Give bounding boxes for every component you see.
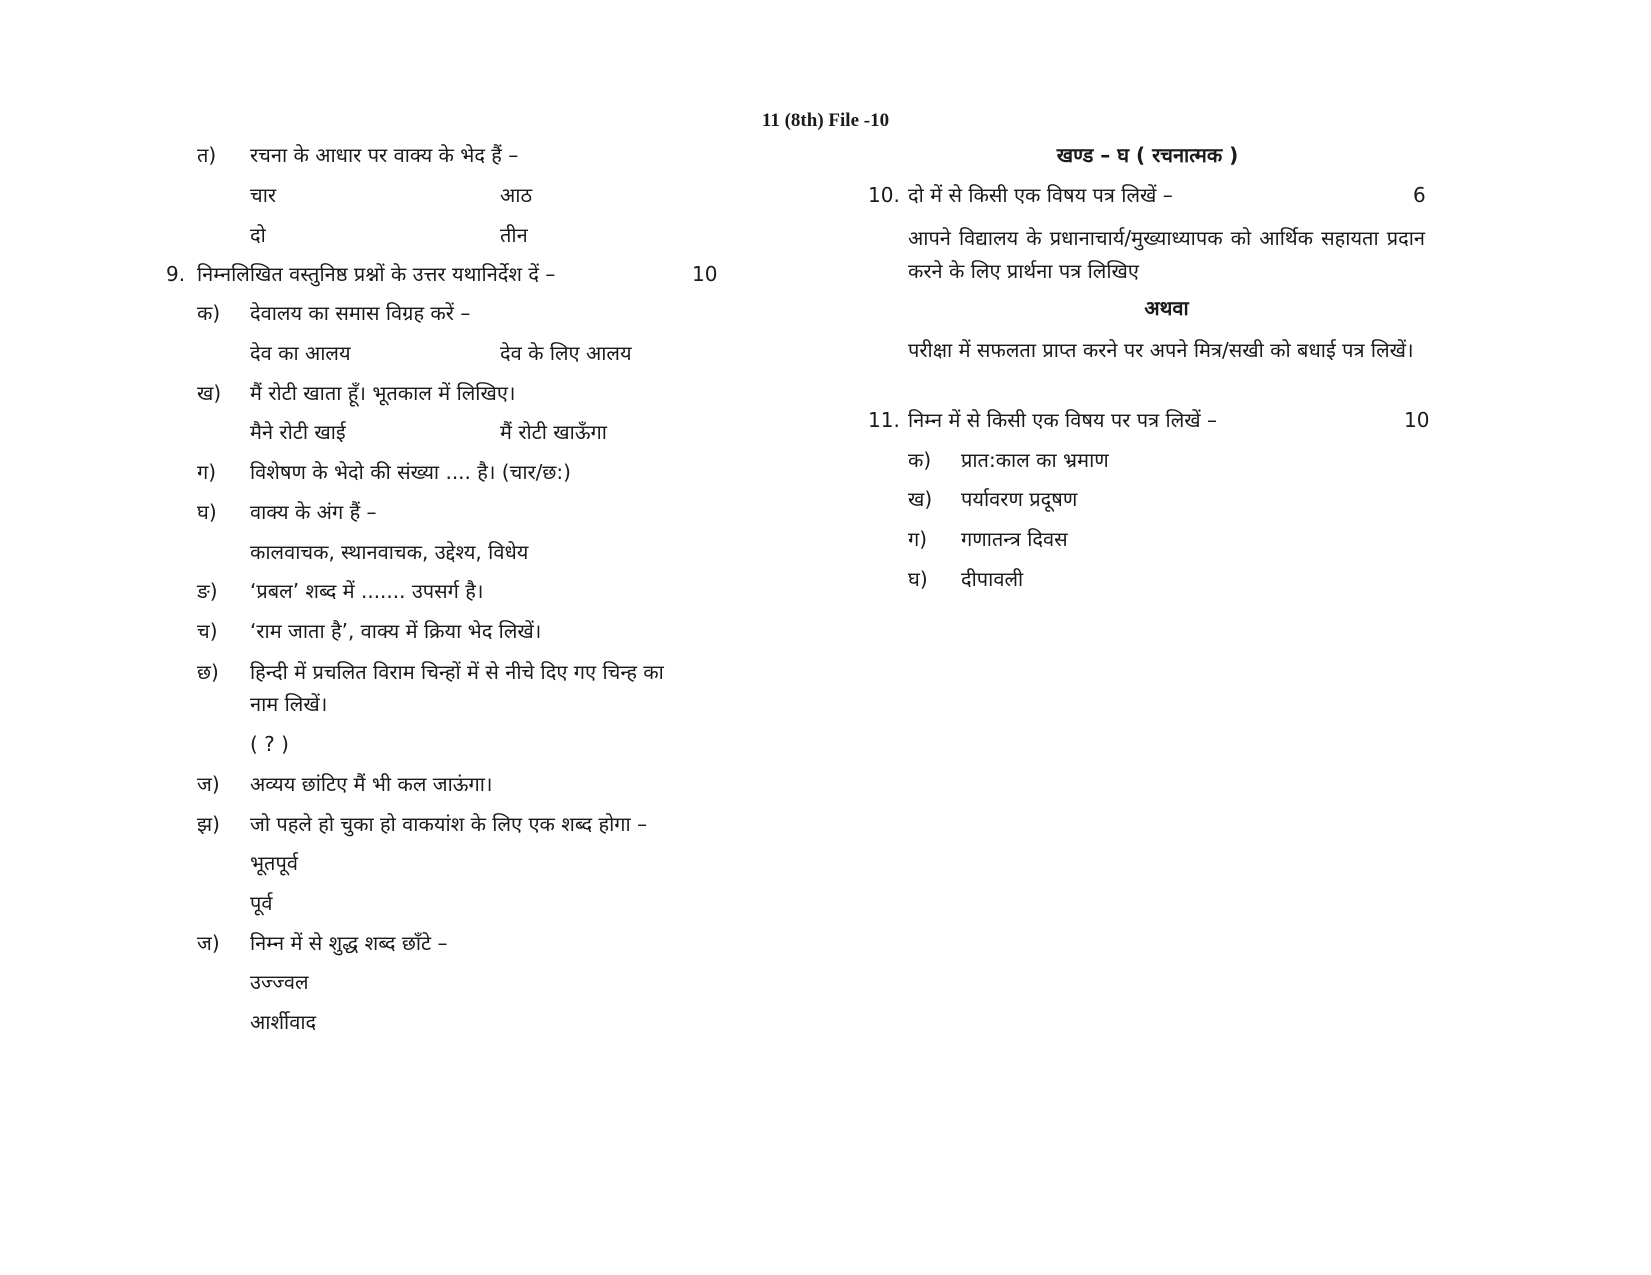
q9-item-marker: ज): [197, 931, 220, 955]
q9-item-marker: झ): [197, 812, 220, 836]
q9-item-marker: ङ): [197, 579, 218, 603]
q9-item-text: ‘प्रबल’ शब्द में ....... उपसर्ग है।: [250, 579, 484, 603]
q9-item-option: पूर्व: [250, 891, 273, 915]
q9-item-text: ‘राम जाता है’, वाक्य में क्रिया भेद लिखें।: [250, 619, 542, 643]
question-9-text: निम्नलिखित वस्तुनिष्ठ प्रश्नों के उत्तर यथानिर्देश दें –: [197, 262, 556, 286]
q9-item-text: देवालय का समास विग्रह करें –: [250, 301, 471, 325]
q9-item-text: मैं रोटी खाता हूँ। भूतकाल में लिखिए।: [250, 381, 516, 405]
q11-item-text: पर्यावरण प्रदूषण: [961, 487, 1078, 511]
question-9-marks: 10: [692, 262, 718, 286]
section-title: खण्ड – घ ( रचनात्मक ): [1056, 143, 1239, 167]
q9-item-text: अव्यय छांटिए मैं भी कल जाऊंगा।: [250, 772, 493, 796]
q11-item-text: गणातन्त्र दिवस: [961, 527, 1068, 551]
q9-item-text: निम्न में से शुद्ध शब्द छाँटे –: [250, 931, 448, 955]
question-t-option-3: दो: [250, 223, 266, 247]
q9-item-marker: ख): [197, 381, 222, 405]
q9-item-marker: घ): [197, 500, 217, 524]
q9-item-marker: क): [197, 301, 221, 325]
q11-item-text: प्रात:काल का भ्रमाण: [961, 448, 1109, 472]
question-10-option-2: परीक्षा में सफलता प्राप्त करने पर अपने मित्र/सखी को बधाई पत्र लिखें।: [908, 338, 1414, 362]
q9-item-marker: ज): [197, 772, 220, 796]
q9-item-option: भूतपूर्व: [250, 851, 298, 875]
q9-item-text: हिन्दी में प्रचलित विराम चिन्हों में से नीचे दिए गए चिन्ह का: [250, 660, 664, 684]
q9-item-option: मैं रोटी खाऊँगा: [500, 420, 607, 444]
question-t-text: रचना के आधार पर वाक्य के भेद हैं –: [250, 143, 519, 167]
question-10-text: दो में से किसी एक विषय पत्र लिखें –: [908, 183, 1173, 207]
question-t-option-4: तीन: [500, 223, 528, 247]
question-t-marker: त): [197, 143, 217, 167]
question-10-option-1: आपने विद्यालय के प्रधानाचार्य/मुख्याध्यापक को आर्थिक सहायता प्रदान करने के लिए प्रार्थना पत्र लिखिए: [908, 226, 1425, 283]
q9-item-text: जो पहले हो चुका हो वाकयांश के लिए एक शब्द होगा –: [250, 812, 648, 836]
q11-item-marker: ख): [908, 487, 933, 511]
q9-item-option: उज्ज्वल: [250, 970, 309, 994]
or-label: अथवा: [1144, 296, 1189, 320]
q11-item-text: दीपावली: [961, 567, 1024, 591]
q9-item-text: विशेषण के भेदो की संख्या .... है। (चार/छ:): [250, 460, 571, 484]
q11-item-marker: घ): [908, 567, 928, 591]
page-header: 11 (8th) File -10: [761, 110, 890, 131]
q9-item-symbol: ( ? ): [250, 732, 289, 756]
q9-item-marker: च): [197, 619, 218, 643]
q9-item-detail: कालवाचक, स्थानवाचक, उद्देश्य, विधेय: [250, 540, 529, 564]
q9-item-option: मैने रोटी खाई: [250, 420, 346, 444]
q9-item-text: वाक्य के अंग हैं –: [250, 500, 377, 524]
question-t-option-1: चार: [250, 183, 277, 207]
q9-item-option: देव के लिए आलय: [500, 341, 632, 365]
q9-item-text-continued: नाम लिखें।: [250, 692, 328, 716]
q11-item-marker: क): [908, 448, 932, 472]
question-t-option-2: आठ: [500, 183, 533, 207]
question-9-number: 9.: [166, 262, 186, 286]
question-11-text: निम्न में से किसी एक विषय पर पत्र लिखें –: [908, 408, 1217, 432]
question-11-marks: 10: [1404, 408, 1430, 432]
q9-item-option: देव का आलय: [250, 341, 351, 365]
q9-item-option: आर्शीवाद: [250, 1010, 317, 1034]
q9-item-marker: ग): [197, 460, 217, 484]
question-11-number: 11.: [868, 408, 900, 432]
question-10-marks: 6: [1413, 183, 1426, 207]
q9-item-marker: छ): [197, 660, 219, 684]
q11-item-marker: ग): [908, 527, 928, 551]
question-10-number: 10.: [868, 183, 900, 207]
